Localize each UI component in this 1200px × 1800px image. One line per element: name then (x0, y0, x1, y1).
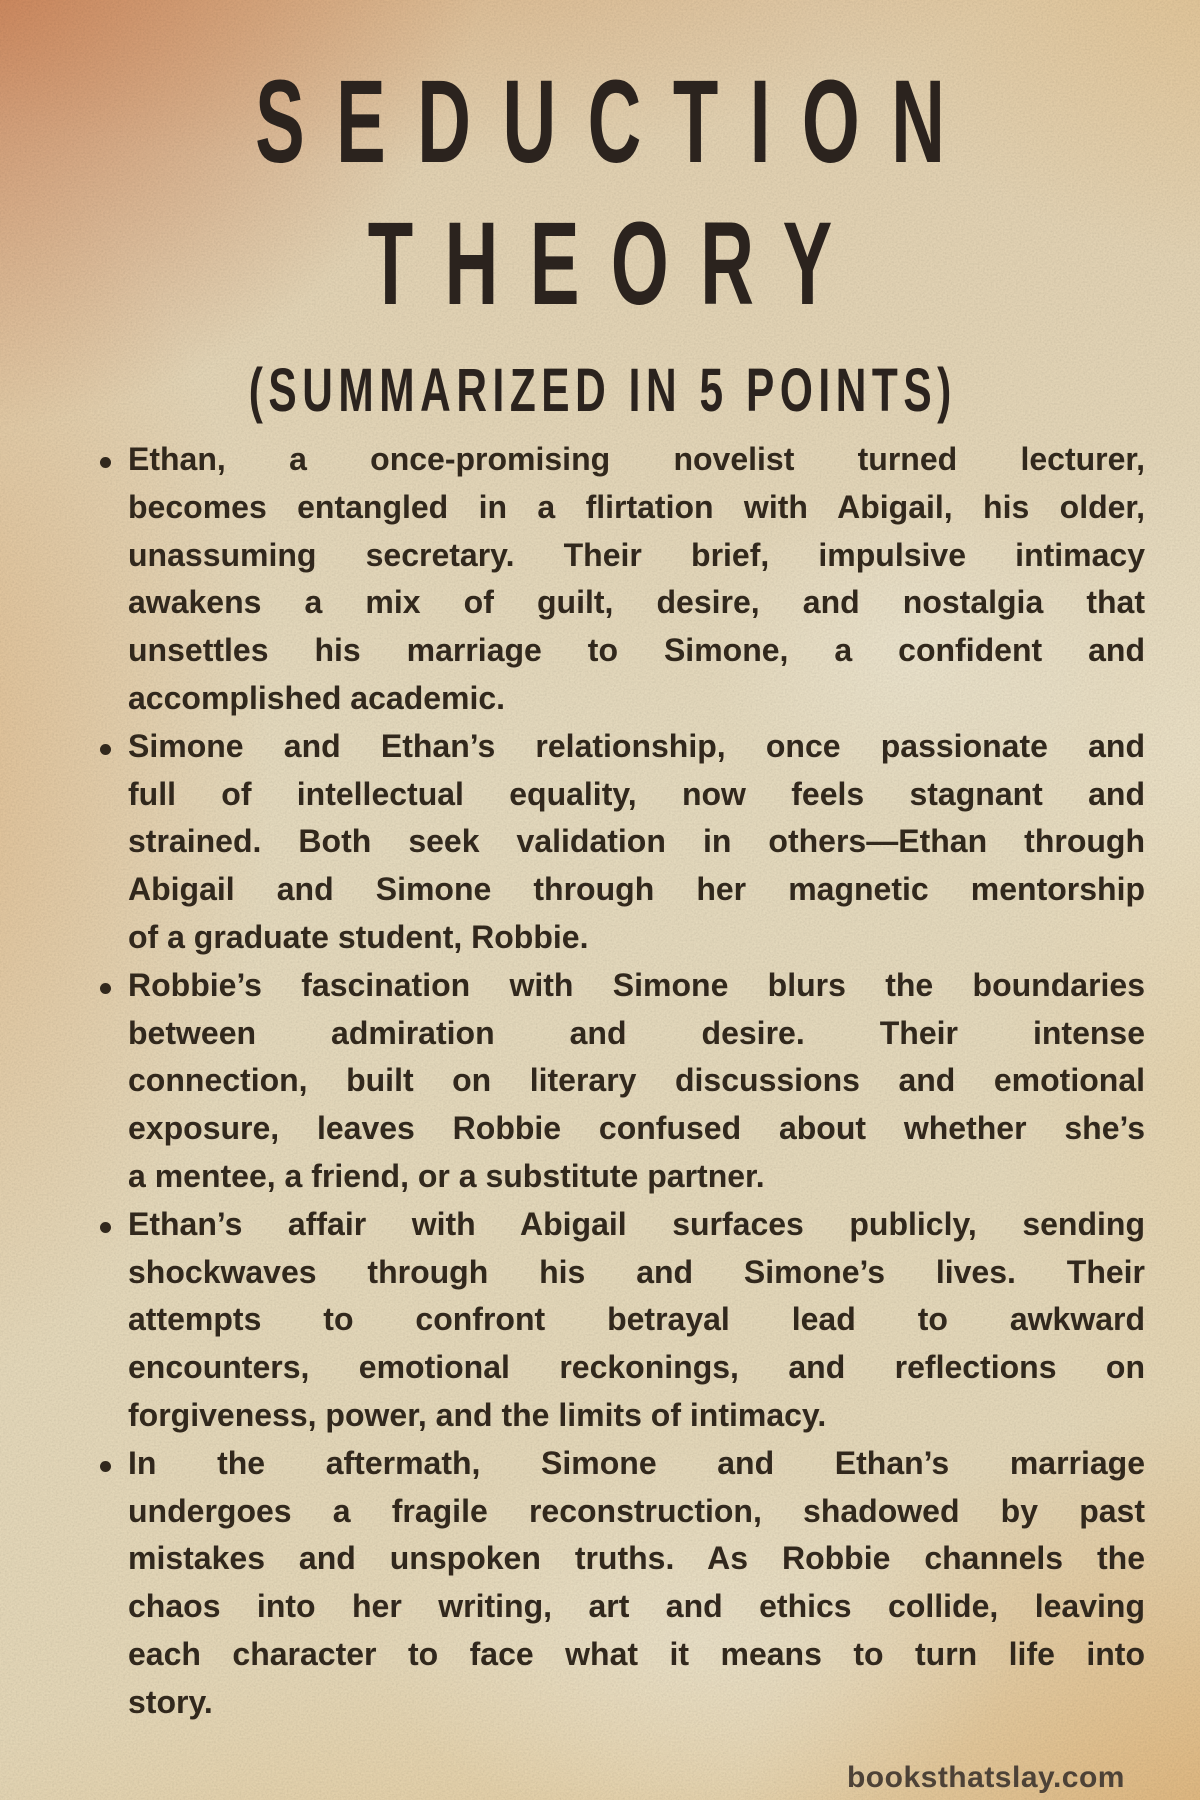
bullet-line: Abigail and Simone through her magnetic mentorship (128, 871, 1145, 908)
bullet-line: undergoes a fragile reconstruction, shadowed by past (128, 1492, 1145, 1529)
bullet-dot-icon (100, 1222, 111, 1233)
bullet-line: connection, built on literary discussions and emotional (128, 1062, 1145, 1099)
bullet-line: encounters, emotional reckonings, and reflections on (128, 1349, 1145, 1386)
bullet-line: full of intellectual equality, now feels stagnant and (128, 775, 1145, 812)
bullet-dot-icon (100, 983, 111, 994)
bullet-line: awakens a mix of guilt, desire, and nostalgia that (128, 584, 1145, 621)
summary-bullet (100, 1201, 1145, 1440)
bullet-line: In the aftermath, Simone and Ethan’s marriage (128, 1444, 1145, 1481)
bullet-text (128, 723, 1145, 962)
bullet-line: story. (128, 1683, 213, 1720)
bullet-line: mistakes and unspoken truths. As Robbie channels the (128, 1540, 1145, 1577)
bullet-text (128, 962, 1145, 1201)
poster-title (0, 51, 1200, 335)
bullet-line: each character to face what it means to turn life into (128, 1635, 1145, 1672)
bullet-dot-icon (100, 457, 111, 468)
watermark-text: booksthatslay.com (846, 1761, 1125, 1794)
bullet-line: of a graduate student, Robbie. (128, 918, 589, 955)
bullet-dot-icon (100, 744, 111, 755)
bullet-line: attempts to confront betrayal lead to awkward (128, 1301, 1145, 1338)
summary-bullet (100, 962, 1145, 1201)
bullet-dot-icon (100, 1461, 111, 1472)
summary-bullet (100, 436, 1145, 723)
poster-header (0, 51, 1200, 424)
bullet-line: a mentee, a friend, or a substitute partner. (128, 1157, 765, 1194)
bullet-text (128, 1440, 1145, 1727)
bullet-line: exposure, leaves Robbie confused about whether she’s (128, 1110, 1145, 1147)
bullet-line: accomplished academic. (128, 679, 506, 716)
bullet-text (128, 436, 1145, 723)
summary-bullet (100, 1440, 1145, 1727)
summary-list (100, 436, 1145, 1727)
summary-bullet (100, 723, 1145, 962)
bullet-line: Ethan’s affair with Abigail surfaces publicly, sending (128, 1205, 1145, 1242)
bullet-line: unassuming secretary. Their brief, impulsive intimacy (128, 536, 1145, 573)
bullet-line: Robbie’s fascination with Simone blurs the boundaries (128, 966, 1145, 1003)
title-line-2: THEORY (367, 198, 864, 330)
bullet-line: forgiveness, power, and the limits of intimacy. (128, 1396, 827, 1433)
bullet-line: between admiration and desire. Their intense (128, 1014, 1145, 1051)
bullet-text (128, 1201, 1145, 1440)
bullet-line: unsettles his marriage to Simone, a confident and (128, 632, 1145, 669)
title-line-1: SEDUCTION (255, 56, 977, 188)
bullet-line: chaos into her writing, art and ethics collide, leaving (128, 1588, 1145, 1625)
poster-subtitle: (SUMMARIZED IN 5 POINTS) (248, 356, 957, 424)
bullet-line: Simone and Ethan’s relationship, once passionate and (128, 727, 1145, 764)
bullet-line: becomes entangled in a flirtation with Abigail, his older, (128, 488, 1145, 525)
bullet-line: shockwaves through his and Simone’s lives. Their (128, 1253, 1145, 1290)
bullet-line: strained. Both seek validation in others—Ethan through (128, 823, 1145, 860)
bullet-line: Ethan, a once-promising novelist turned lecturer, (128, 441, 1145, 477)
